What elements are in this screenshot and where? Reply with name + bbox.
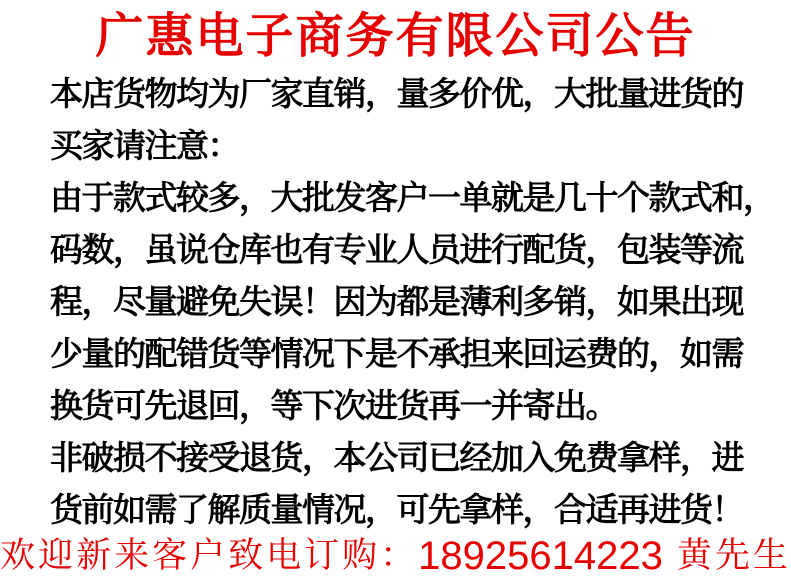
body-line-9: 货前如需了解质量情况，可先拿样，合适再进货！ <box>50 490 743 529</box>
contact-footer <box>0 528 791 579</box>
body-line-2: 买家请注意： <box>50 126 239 165</box>
body-line-4: 码数，虽说仓库也有专业人员进行配货，包装等流 <box>50 230 743 269</box>
contact-prefix: 欢迎新来客户致电订购： <box>0 536 419 576</box>
page-title: 广惠电子商务有限公司公告 <box>95 8 696 64</box>
body-line-7: 换货可先退回，等下次进货再一并寄出。 <box>50 386 617 425</box>
contact-name: 黄先生 <box>676 536 791 576</box>
body-line-3: 由于款式较多，大批发客户一单就是几十个款式和， <box>50 178 775 217</box>
body-line-8: 非破损不接受退货，本公司已经加入免费拿样，进 <box>50 438 743 477</box>
phone-number: 18925614223 <box>418 534 663 578</box>
body-line-1: 本店货物均为厂家直销，量多价优，大批量进货的 <box>50 74 743 113</box>
body-line-6: 少量的配错货等情况下是不承担来回运费的，如需 <box>50 334 743 373</box>
body-line-5: 程，尽量避免失误！因为都是薄利多销，如果出现 <box>50 282 743 321</box>
announcement-body <box>0 64 791 536</box>
